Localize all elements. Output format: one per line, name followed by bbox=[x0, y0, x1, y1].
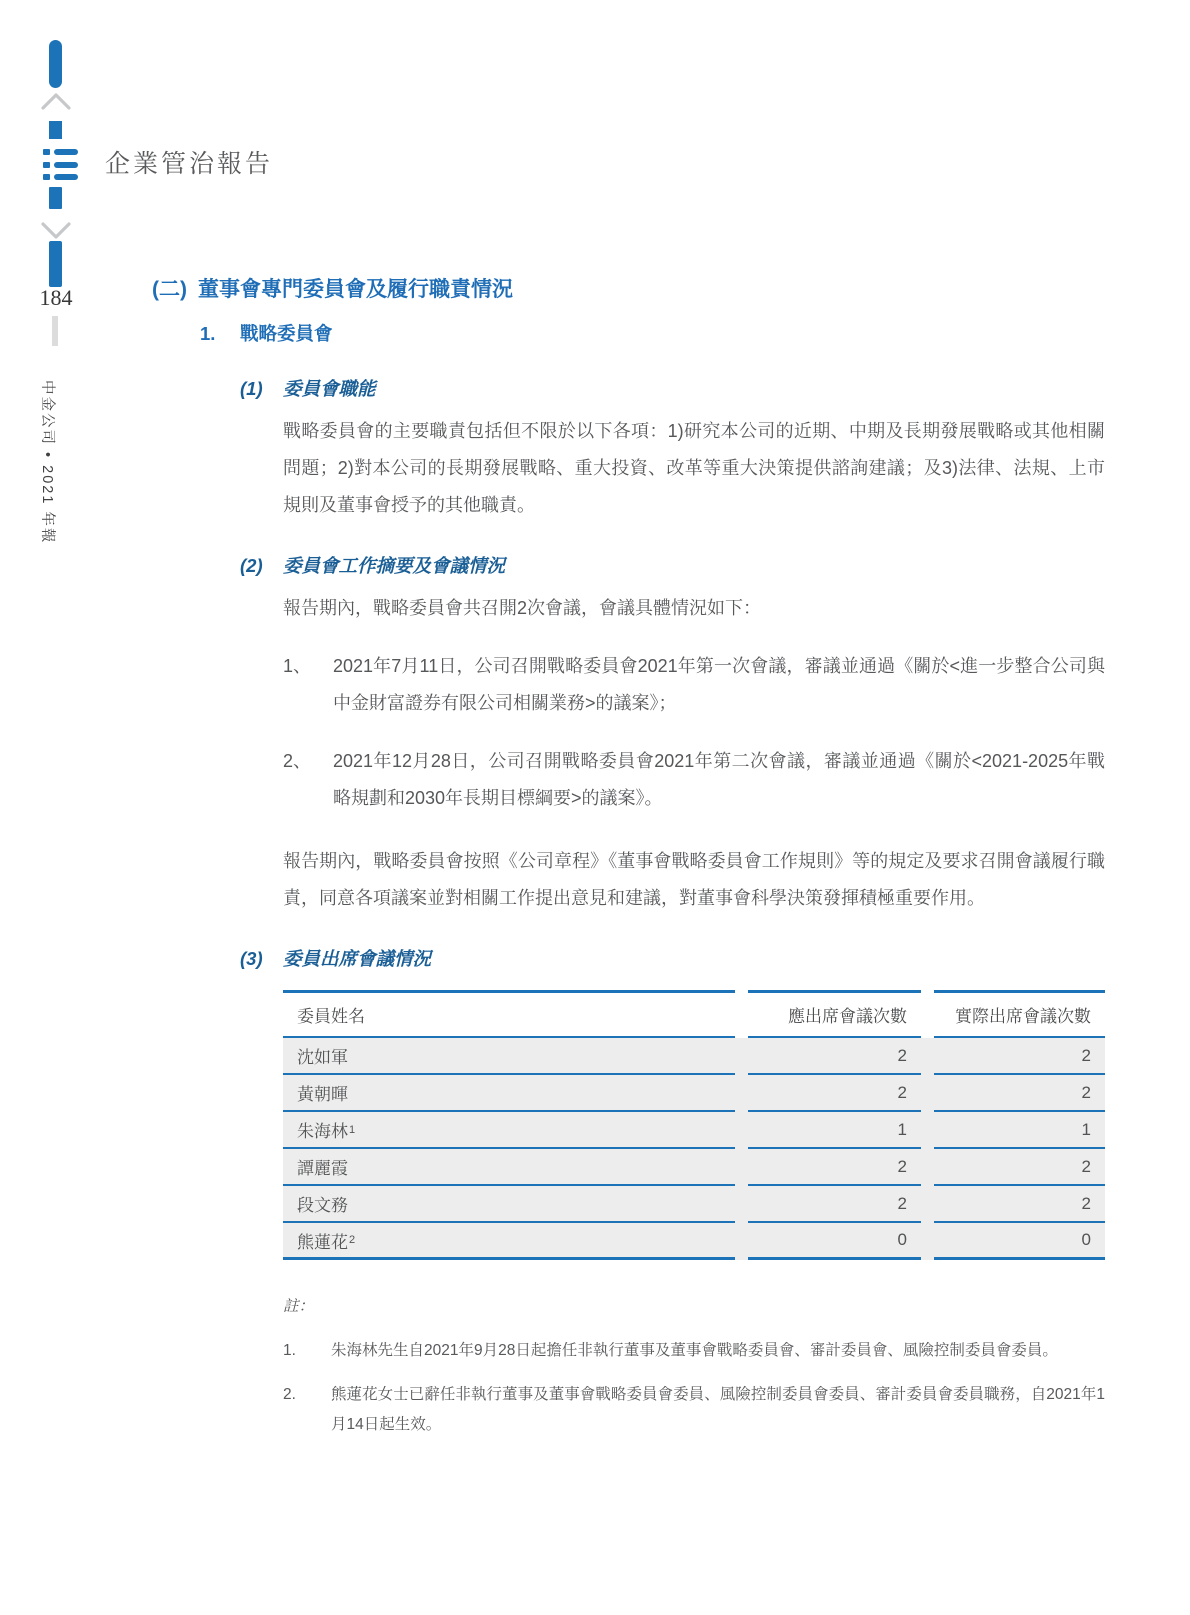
table-row bbox=[283, 1038, 1105, 1075]
member-name-cell: 譚麗霞 bbox=[283, 1149, 735, 1186]
required-meetings-cell: 0 bbox=[748, 1223, 921, 1260]
attended-meetings-cell: 2 bbox=[934, 1075, 1105, 1112]
required-meetings-cell: 2 bbox=[748, 1149, 921, 1186]
table-row bbox=[283, 1075, 1105, 1112]
table-row bbox=[283, 1223, 1105, 1260]
meeting-item-text: 2021年7月11日，公司召開戰略委員會2021年第一次會議，審議並通過《關於<進一步整合公司與中金財富證券有限公司相關業務>的議案》； bbox=[333, 656, 1105, 713]
column-header-name: 委員姓名 bbox=[283, 990, 735, 1038]
note-text: 朱海林先生自2021年9月28日起擔任非執行董事及董事會戰略委員會、審計委員會、風險控制委員會委員。 bbox=[331, 1342, 1058, 1359]
note-item bbox=[283, 1380, 1105, 1440]
spine-text: 中金公司 • 2021 年報 bbox=[39, 380, 55, 545]
required-meetings-cell: 2 bbox=[748, 1186, 921, 1223]
subsection-heading bbox=[152, 321, 1108, 347]
meeting-item bbox=[283, 648, 1105, 722]
sidebar-section-bar bbox=[49, 241, 62, 287]
required-meetings-cell: 1 bbox=[748, 1112, 921, 1149]
member-name-cell: 段文務 bbox=[283, 1186, 735, 1223]
part1-title: 委員會職能 bbox=[283, 378, 376, 399]
member-name-cell: 朱海林 1 bbox=[283, 1112, 735, 1149]
report-title: 企業管治報告 bbox=[105, 151, 274, 178]
table-row bbox=[283, 1149, 1105, 1186]
table-row bbox=[283, 1112, 1105, 1149]
chevron-up-icon[interactable] bbox=[41, 93, 71, 115]
section-marker: (二) bbox=[152, 278, 187, 301]
part1-heading bbox=[152, 376, 1108, 402]
part2-closing-paragraph: 報告期內，戰略委員會按照《公司章程》《董事會戰略委員會工作規則》等的規定及要求召開會議履行職責，同意各項議案並對相關工作提出意見和建議，對董事會科學決策發揮積極重要作用。 bbox=[283, 851, 1105, 908]
meeting-item-number: 2、 bbox=[283, 751, 312, 771]
page-number-tick bbox=[52, 316, 58, 346]
page-number: 184 bbox=[39, 285, 73, 310]
part3-marker: (3) bbox=[240, 948, 263, 969]
required-meetings-cell: 2 bbox=[748, 1075, 921, 1112]
member-name-cell: 黃朝暉 bbox=[283, 1075, 735, 1112]
attended-meetings-cell: 2 bbox=[934, 1038, 1105, 1075]
part3-title: 委員出席會議情況 bbox=[283, 948, 432, 969]
part3-heading bbox=[152, 946, 1108, 972]
column-header-required: 應出席會議次數 bbox=[748, 990, 921, 1038]
section-heading bbox=[152, 276, 1108, 304]
attendance-table bbox=[283, 990, 1105, 1260]
sidebar-top-bar bbox=[49, 40, 62, 88]
subsection-number: 1. bbox=[200, 323, 216, 344]
sidebar-marker-square bbox=[49, 121, 62, 139]
menu-list-icon[interactable] bbox=[43, 149, 79, 180]
subsection-title: 戰略委員會 bbox=[240, 323, 333, 344]
attended-meetings-cell: 0 bbox=[934, 1223, 1105, 1260]
note-item bbox=[283, 1336, 1105, 1366]
note-number: 2. bbox=[283, 1386, 296, 1403]
part2-title: 委員會工作摘要及會議情況 bbox=[283, 555, 506, 576]
attended-meetings-cell: 1 bbox=[934, 1112, 1105, 1149]
note-number: 1. bbox=[283, 1342, 296, 1359]
attended-meetings-cell: 2 bbox=[934, 1186, 1105, 1223]
member-name-cell: 熊蓮花 2 bbox=[283, 1223, 735, 1260]
meeting-item bbox=[283, 743, 1105, 817]
note-text: 熊蓮花女士已辭任非執行董事及董事會戰略委員會委員、風險控制委員會委員、審計委員會委員職務，自2021年1月14日起生效。 bbox=[331, 1386, 1105, 1433]
notes-label: 註： bbox=[283, 1298, 315, 1315]
member-name-cell: 沈如軍 bbox=[283, 1038, 735, 1075]
main-content bbox=[152, 276, 1108, 1440]
column-header-attended: 實際出席會議次數 bbox=[934, 990, 1105, 1038]
part2-marker: (2) bbox=[240, 555, 263, 576]
table-row bbox=[283, 1186, 1105, 1223]
part1-marker: (1) bbox=[240, 378, 263, 399]
table-header-row bbox=[283, 990, 1105, 1038]
part2-paragraph: 報告期內，戰略委員會共召開2次會議，會議具體情況如下： bbox=[283, 598, 762, 618]
section-title: 董事會專門委員會及履行職責情況 bbox=[198, 278, 513, 301]
part1-paragraph: 戰略委員會的主要職責包括但不限於以下各項：1)研究本公司的近期、中期及長期發展戰略或其他相關問題；2)對本公司的長期發展戰略、重大投資、改革等重大決策提供諮詢建議；及3)法律、法規、上市規則及董事會授予的其他職責。 bbox=[283, 421, 1105, 515]
notes-section bbox=[283, 1292, 1105, 1440]
part2-heading bbox=[152, 553, 1108, 579]
meeting-item-number: 1、 bbox=[283, 656, 312, 676]
attended-meetings-cell: 2 bbox=[934, 1149, 1105, 1186]
required-meetings-cell: 2 bbox=[748, 1038, 921, 1075]
meeting-item-text: 2021年12月28日，公司召開戰略委員會2021年第二次會議，審議並通過《關於<2021-2025年戰略規劃和2030年長期目標綱要>的議案》。 bbox=[333, 751, 1105, 808]
sidebar-marker-square bbox=[49, 187, 62, 209]
